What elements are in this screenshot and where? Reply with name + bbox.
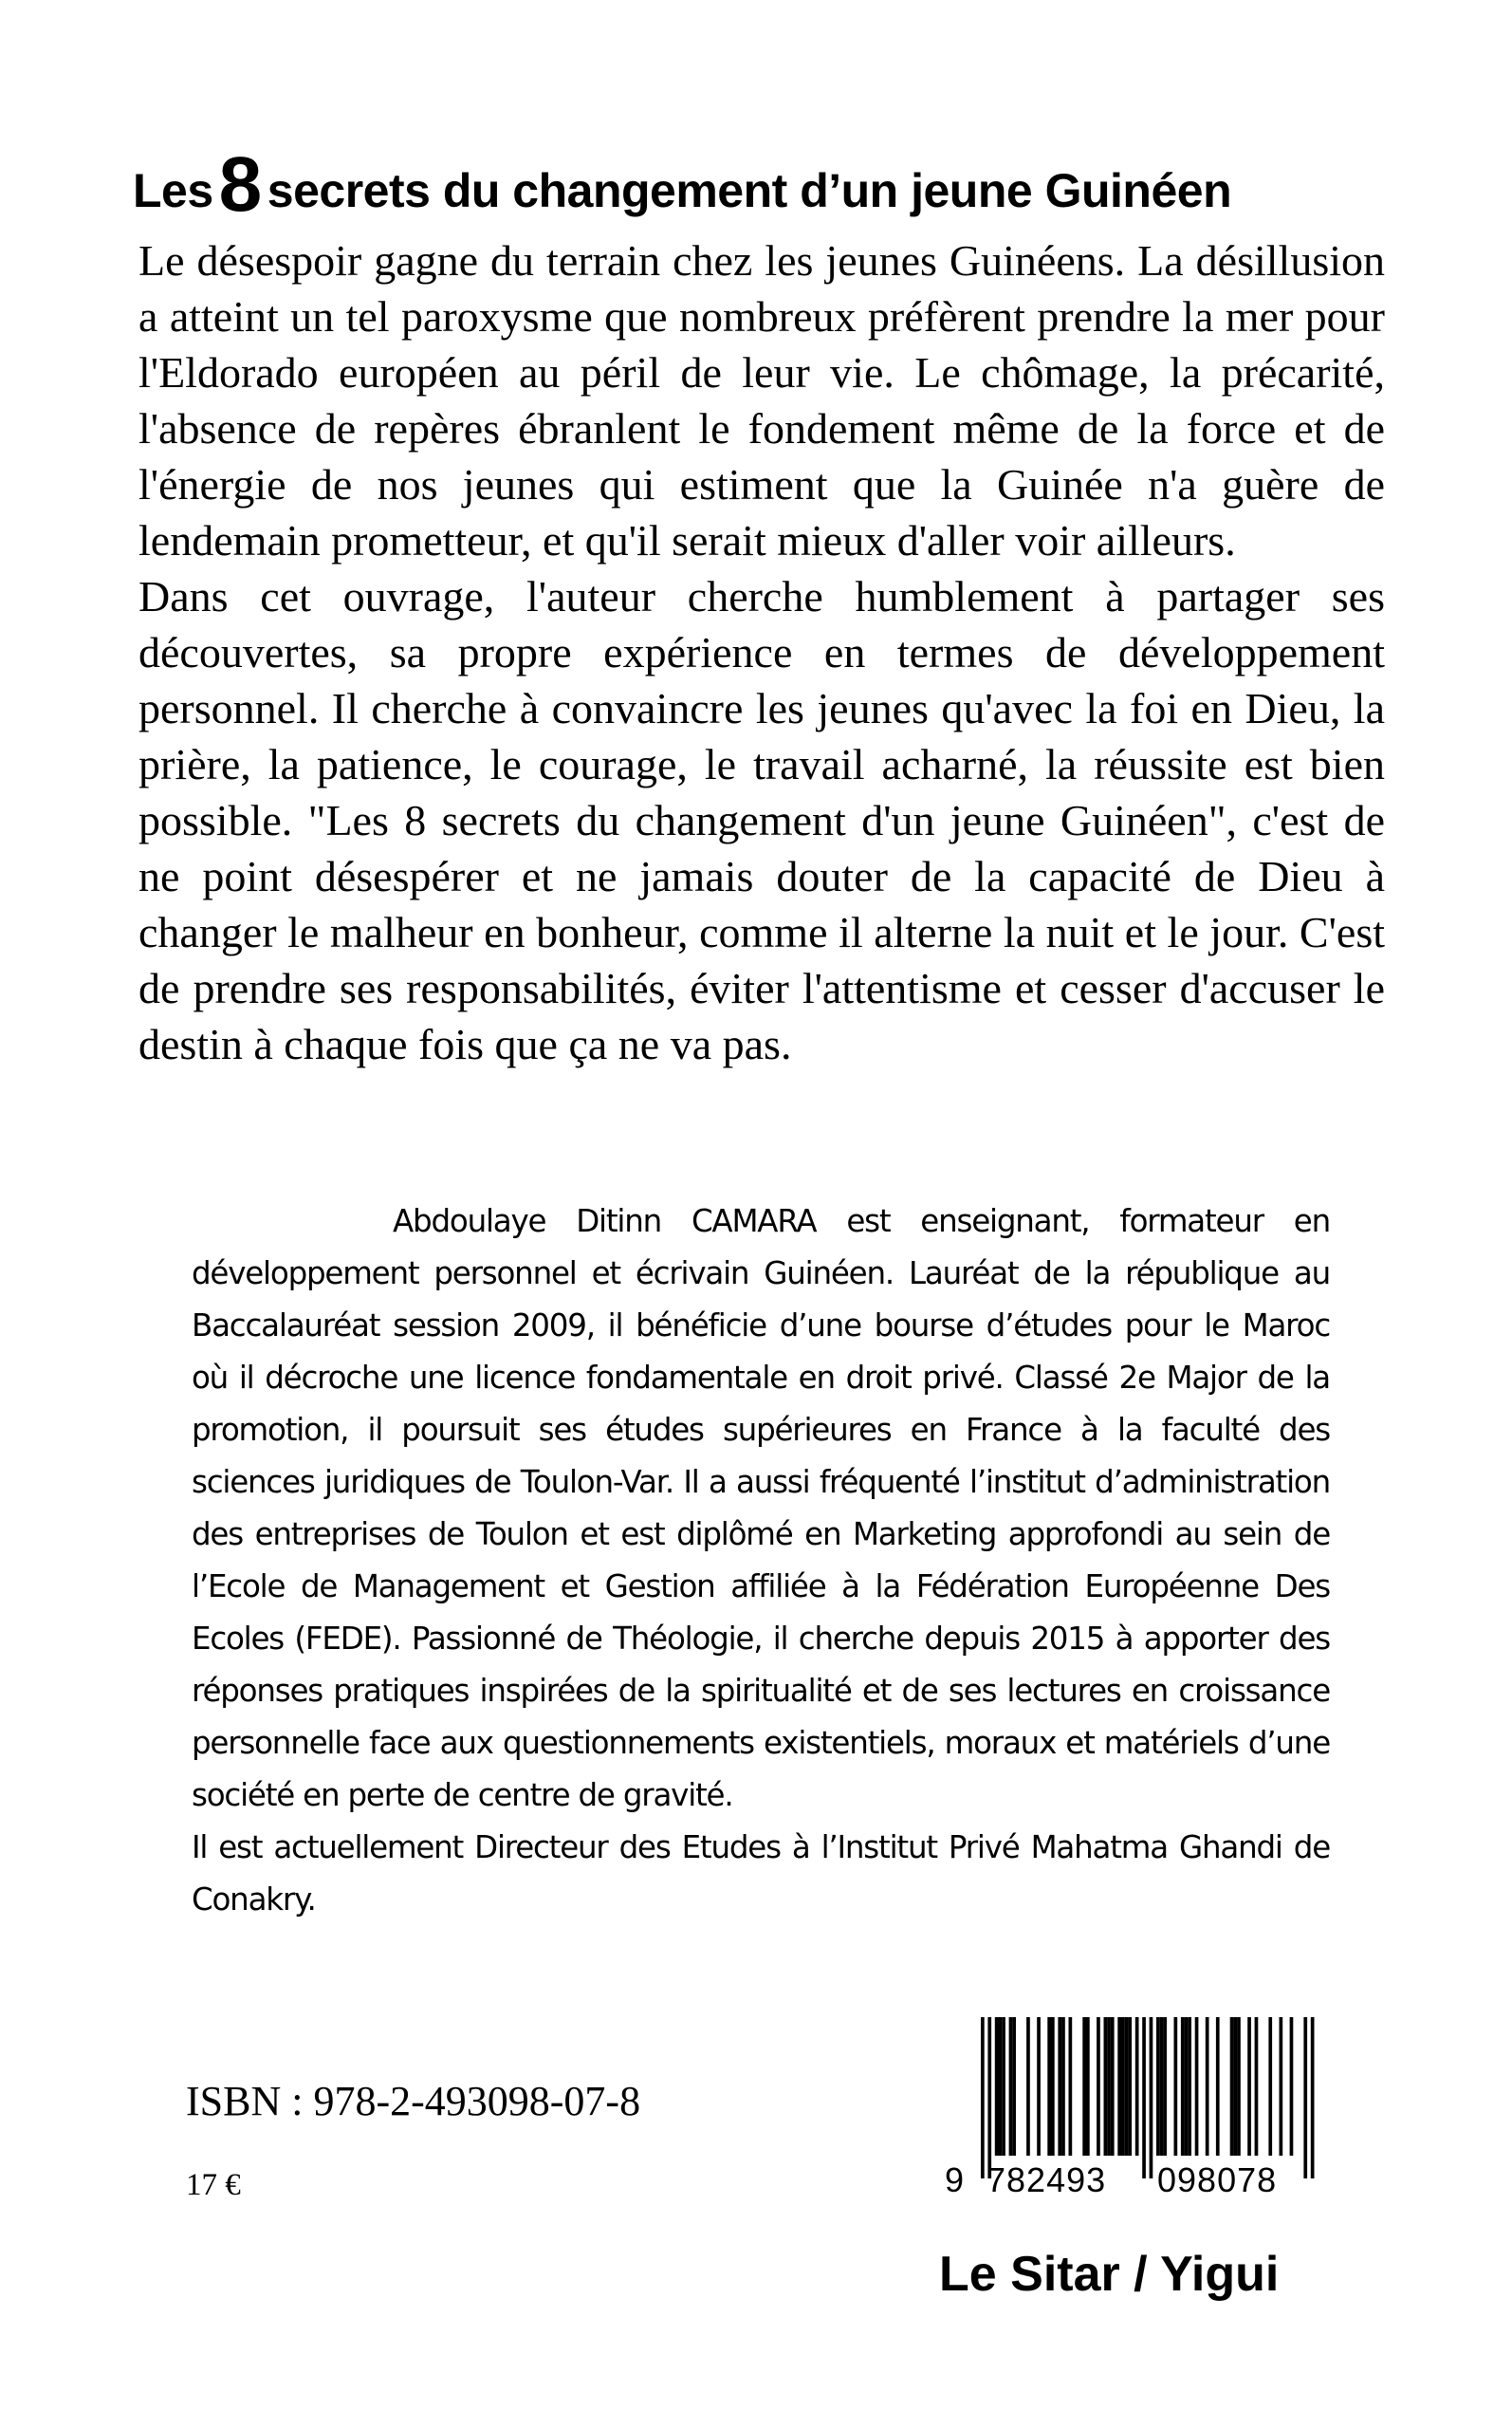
bio-paragraph: Il est actuellement Directeur des Etudes à l’Institut Privé Mahatma Ghandi de Conakry. [192,1829,1330,1918]
barcode-bar [1097,2017,1100,2156]
summary-paragraph: Dans cet ouvrage, l'auteur cherche humblement à partager ses découvertes, sa propre expérience en termes de développement personnel. Il cherche à convaincre les jeunes qu'avec la foi en Dieu, la prière, la patience, le courage, le travail acharné, la réussite est bien possible. "Les 8 secrets du changement d'un jeune Guinéen", c'est de ne point désespérer et ne jamais douter de la capacité de Dieu à changer le malheur en bonheur, comme il alterne la nuit et le jour. C'est de prendre ses responsabilités, éviter l'attentisme et cesser d'accuser le destin à chaque fois que ça ne va pas. [138,572,1385,1068]
book-title [133,142,1385,233]
barcode-bar [1104,2017,1108,2156]
publisher-name: Le Sitar / Yigui [939,2247,1280,2302]
barcode-bar [1061,2017,1065,2156]
barcode-bar [1181,2017,1185,2156]
isbn-barcode [939,2010,1345,2209]
barcode-bar [1111,2017,1115,2156]
barcode-bar [1026,2017,1030,2156]
barcode-bar [1012,2017,1016,2156]
summary-paragraph: Le désespoir gagne du terrain chez les jeunes Guinéens. La désillusion a atteint un tel paroxysme que nombreux préfèrent prendre la mer pour l'Eldorado européen au péril de leur vie. Le chômage, la précarité, l'absence de repères ébranlent le fondement même de la force et de l'énergie de nos jeunes qui estiment que la Guinée n'a guère de lendemain prometteur, et qu'il serait mieux d'aller voir ailleurs. [138,236,1385,565]
barcode-bar [1195,2017,1199,2156]
barcode-bar [1188,2017,1191,2156]
barcode-bar [1121,2017,1125,2156]
barcode-bar [1082,2017,1086,2156]
barcode-bar [1047,2017,1051,2156]
barcode-digits [939,2154,1345,2207]
book-summary [138,232,1385,1072]
barcode-bar [1237,2017,1241,2156]
barcode-bar [999,2017,1003,2156]
barcode-bar [1009,2017,1013,2156]
barcode-bar [1156,2017,1160,2156]
barcode-bar [1037,2017,1041,2156]
barcode-bar [1290,2017,1294,2156]
barcode-bar [1086,2017,1090,2156]
barcode-bar [995,2017,999,2156]
barcode-lead-digit: 9 [945,2160,965,2199]
barcode-bar [1163,2017,1167,2156]
barcode-bar [1280,2017,1283,2156]
barcode-bar [1058,2017,1061,2156]
barcode-bar [1185,2017,1189,2156]
barcode-bar [1230,2017,1234,2156]
price-label: 17 € [186,2168,241,2202]
barcode-bar [1128,2017,1132,2156]
barcode-right-digits: 098078 [1157,2160,1278,2199]
barcode-bar [1135,2017,1139,2156]
bio-paragraph: Abdoulaye Ditinn CAMARA est enseignant, formateur en développement personnel et écrivain Guinéen. Lauréat de la république au Baccalauréat session 2009, il bénéficie d’une bourse d’études pour le Maroc où il décroche une licence fondamentale en droit privé. Classé 2e Major de la promotion, il poursuit ses études supérieures en France à la faculté des sciences juridiques de Toulon-Var. Il a aussi fréquenté l’institut d’administration des entreprises de Toulon et est diplômé en Marketing approfondi au sein de l’Ecole de Management et Gestion affiliée à la Fédération Européenne Des Ecoles (FEDE). Passionné de Théologie, il cherche depuis 2015 à apporter des réponses pratiques inspirées de la spiritualité et de ses lectures en croissance personnelle face aux questionnements existentiels, moraux et matériels d’une société en perte de centre de gravité. [192,1203,1330,1813]
title-number: 8 [218,141,262,228]
barcode-bar [1255,2017,1259,2156]
barcode-bar [1247,2017,1251,2156]
title-suffix: secrets du changement d’un jeune Guinéen [267,164,1232,217]
isbn-number: ISBN : 978-2-493098-07-8 [186,2078,641,2124]
barcode-bar [1206,2017,1209,2156]
barcode-bar [1174,2017,1178,2156]
barcode-bar [1160,2017,1164,2156]
barcode-bar [1107,2017,1111,2156]
barcode-bar [1216,2017,1220,2156]
title-prefix: Les [133,164,213,217]
barcode-bar [1051,2017,1055,2156]
barcode-bar [1069,2017,1073,2156]
barcode-bar [1117,2017,1121,2156]
barcode-left-digits: 782493 [986,2160,1107,2199]
barcode-bar [1233,2017,1237,2156]
barcode-bar [1125,2017,1129,2156]
author-biography [192,1195,1330,1926]
barcode-bar [1002,2017,1005,2156]
barcode-bar [1268,2017,1272,2156]
